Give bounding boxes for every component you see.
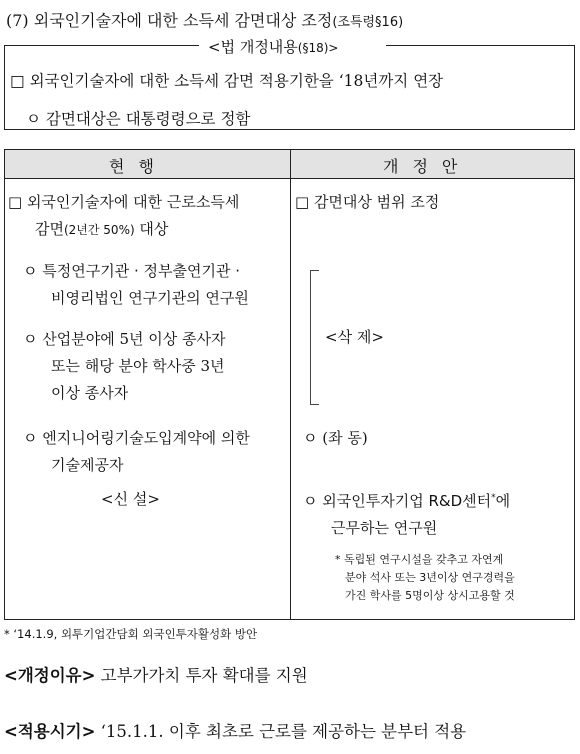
footnote: * ‘14.1.9, 외투기업간담회 외국인투자활성화 방안 bbox=[4, 627, 258, 641]
amendment-summary-box bbox=[4, 35, 575, 131]
revised-note-line-2: 분야 석사 또는 3년이상 연구경력을 bbox=[345, 571, 515, 584]
reason-label: <개정이유> bbox=[4, 666, 96, 685]
amendment-reason bbox=[4, 662, 308, 686]
section-title-ref: (조특령§16) bbox=[332, 15, 404, 30]
revised-bullet-4-suffix: 에 bbox=[495, 492, 511, 510]
legend-ref: (§18)> bbox=[297, 41, 339, 55]
comparison-table bbox=[4, 149, 575, 620]
current-bullet-1-line-1: ㅇ 특정연구기관 · 정부출연기관 · bbox=[23, 262, 240, 280]
current-bullet-2-line-1: ㅇ 산업분야에 5년 이상 종사자 bbox=[23, 330, 226, 348]
deleted-bracket bbox=[310, 270, 319, 405]
header-current: 현행 bbox=[109, 157, 168, 176]
current-item-title-2b: (2년간 50%) bbox=[63, 223, 135, 237]
summary-frame-top-left bbox=[4, 45, 199, 46]
current-new-mark: <신 설> bbox=[101, 490, 160, 508]
revised-same-mark: ㅇ (좌 동) bbox=[303, 429, 368, 447]
summary-line-2: ㅇ 감면대상은 대통령령으로 정함 bbox=[26, 110, 251, 128]
current-item-title-2c: 대상 bbox=[134, 220, 169, 238]
revised-note-line-1: * 독립된 연구시설을 갖추고 자연계 bbox=[335, 553, 504, 566]
reason-text: 고부가가치 투자 확대를 지원 bbox=[95, 666, 308, 685]
summary-line-1: □ 외국인기술자에 대한 소득세 감면 적용기한을 ‘18년까지 연장 bbox=[10, 72, 444, 90]
section-title bbox=[6, 8, 403, 31]
revised-item-title: □ 감면대상 범위 조정 bbox=[295, 193, 440, 211]
effective-label: <적용시기> bbox=[4, 722, 96, 741]
current-bullet-3-line-2: 기술제공자 bbox=[51, 456, 124, 474]
revised-deleted-mark: <삭 제> bbox=[325, 328, 384, 346]
summary-legend bbox=[208, 36, 338, 57]
effective-date bbox=[4, 718, 466, 742]
revised-bullet-4-text: ㅇ 외국인투자기업 R&D센터 bbox=[303, 492, 492, 510]
current-bullet-2-line-2: 또는 해당 분야 학사중 3년 bbox=[51, 357, 225, 375]
revised-bullet-4-star: * bbox=[491, 493, 496, 503]
revised-bullet-4-line-1 bbox=[303, 490, 510, 511]
current-item-title-2a: 감면 bbox=[35, 220, 64, 238]
header-revised: 개정안 bbox=[383, 157, 472, 176]
current-bullet-3-line-1: ㅇ 엔지니어링기술도입계약에 의한 bbox=[23, 429, 250, 447]
current-bullet-1-line-2: 비영리법인 연구기관의 연구원 bbox=[51, 289, 249, 307]
section-title-text: (7) 외국인기술자에 대한 소득세 감면대상 조정 bbox=[6, 11, 333, 30]
current-bullet-2-line-3: 이상 종사자 bbox=[51, 384, 129, 402]
effective-text: ‘15.1.1. 이후 최초로 근로를 제공하는 분부터 적용 bbox=[95, 722, 467, 741]
legend-label: <법 개정내용 bbox=[208, 38, 298, 56]
summary-frame-top-right bbox=[386, 45, 574, 46]
revised-note-line-3: 가진 학사를 5명이상 상시고용할 것 bbox=[345, 589, 515, 602]
table-column-divider bbox=[290, 150, 291, 619]
revised-bullet-4-line-2: 근무하는 연구원 bbox=[331, 519, 438, 537]
current-item-title-2 bbox=[35, 218, 168, 239]
current-item-title-1: □ 외국인기술자에 대한 근로소득세 bbox=[8, 193, 240, 211]
